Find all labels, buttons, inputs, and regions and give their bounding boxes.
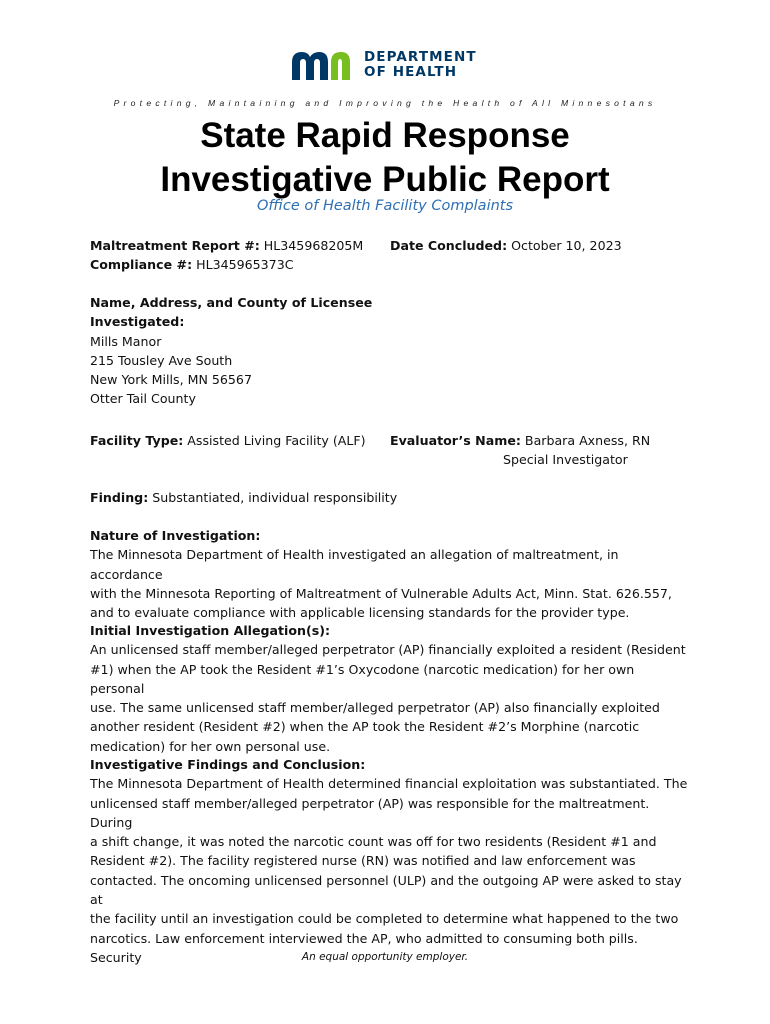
logo-line1: DEPARTMENT [364,49,477,65]
licensee-county: Otter Tail County [90,391,196,407]
findings-section [90,755,690,967]
evaluator-label: Evaluator’s Name: [390,433,521,448]
finding-row [90,488,397,507]
findings-line: Resident #2). The facility registered nurse (RN) was notified and law enforcement was [90,853,636,869]
licensee-name: Mills Manor [90,333,162,349]
finding-label: Finding: [90,490,149,505]
maltreatment-row [90,236,363,255]
title-line2: Investigative Public Report [160,160,610,199]
maltreatment-label: Maltreatment Report #: [90,238,260,253]
nature-line: with the Minnesota Reporting of Maltreatment of Vulnerable Adults Act, Minn. Stat. 626.557, [90,585,672,601]
nature-section [90,526,690,622]
logo-wordmark [364,50,477,80]
mdh-logo [290,48,490,82]
evaluator-block [390,431,650,470]
allegation-line: medication) for her own personal use. [90,738,331,754]
allegation-line: use. The same unlicensed staff member/alleged perpetrator (AP) also financially exploited [90,700,660,716]
compliance-value: HL345965373C [192,257,294,273]
findings-heading: Investigative Findings and Conclusion: [90,757,366,772]
title-line1: State Rapid Response [200,116,570,155]
evaluator-value: Barbara Axness, RN [520,433,651,448]
allegation-line: another resident (Resident #2) when the AP took the Resident #2’s Morphine (narcotic [90,719,640,735]
maltreatment-value: HL345968205M [259,238,364,253]
footer-text: An equal opportunity employer. [301,951,469,963]
report-numbers [90,236,363,275]
facility-type-label: Facility Type: [90,433,184,448]
findings-line: a shift change, it was noted the narcotic count was off for two residents (Resident #1 and [90,834,657,850]
findings-line: The Minnesota Department of Health determined financial exploitation was substantiated. The [90,776,688,792]
logo-line2: OF HEALTH [364,64,458,80]
compliance-row [90,255,363,274]
allegation-line: #1) when the AP took the Resident #1’s Oxycodone (narcotic medication) for her own personal [90,661,635,696]
evaluator-title: Special Investigator [503,452,628,468]
findings-line: narcotics. Law enforcement interviewed the AP, who admitted to consuming both pills. Security [90,930,638,965]
date-concluded-row [390,236,622,255]
licensee-heading-line1: Name, Address, and County of Licensee [90,295,373,310]
nature-line: The Minnesota Department of Health investigated an allegation of maltreatment, in accordance [90,547,619,582]
tagline: Protecting, Maintaining and Improving the Health of All Minnesotans [113,98,657,108]
mn-logo-icon [290,50,360,80]
licensee-heading-line2: Investigated: [90,314,185,330]
licensee-street: 215 Tousley Ave South [90,352,233,368]
licensee-block [90,293,372,409]
allegation-section [90,621,690,756]
findings-line: unlicensed staff member/alleged perpetrator (AP) was responsible for the maltreatment. During [90,795,650,830]
allegation-line: An unlicensed staff member/alleged perpetrator (AP) financially exploited a resident (Resident [90,642,686,658]
allegation-heading: Initial Investigation Allegation(s): [90,623,331,638]
finding-value: Substantiated, individual responsibility [148,490,398,505]
date-label: Date Concluded: [390,238,508,253]
compliance-label: Compliance #: [90,257,193,273]
facility-type-value: Assisted Living Facility (ALF) [183,433,366,448]
facility-type-row [90,431,366,450]
date-value: October 10, 2023 [507,238,622,253]
nature-line: and to evaluate compliance with applicable licensing standards for the provider type. [90,605,630,621]
findings-line: contacted. The oncoming unlicensed personnel (ULP) and the outgoing AP were asked to stay at [90,872,682,908]
findings-line: the facility until an investigation could be completed to determine what happened to the two [90,911,679,927]
page-subtitle: Office of Health Facility Complaints [256,198,514,214]
nature-heading: Nature of Investigation: [90,528,261,543]
page-title [0,114,770,202]
licensee-city: New York Mills, MN 56567 [90,372,252,388]
